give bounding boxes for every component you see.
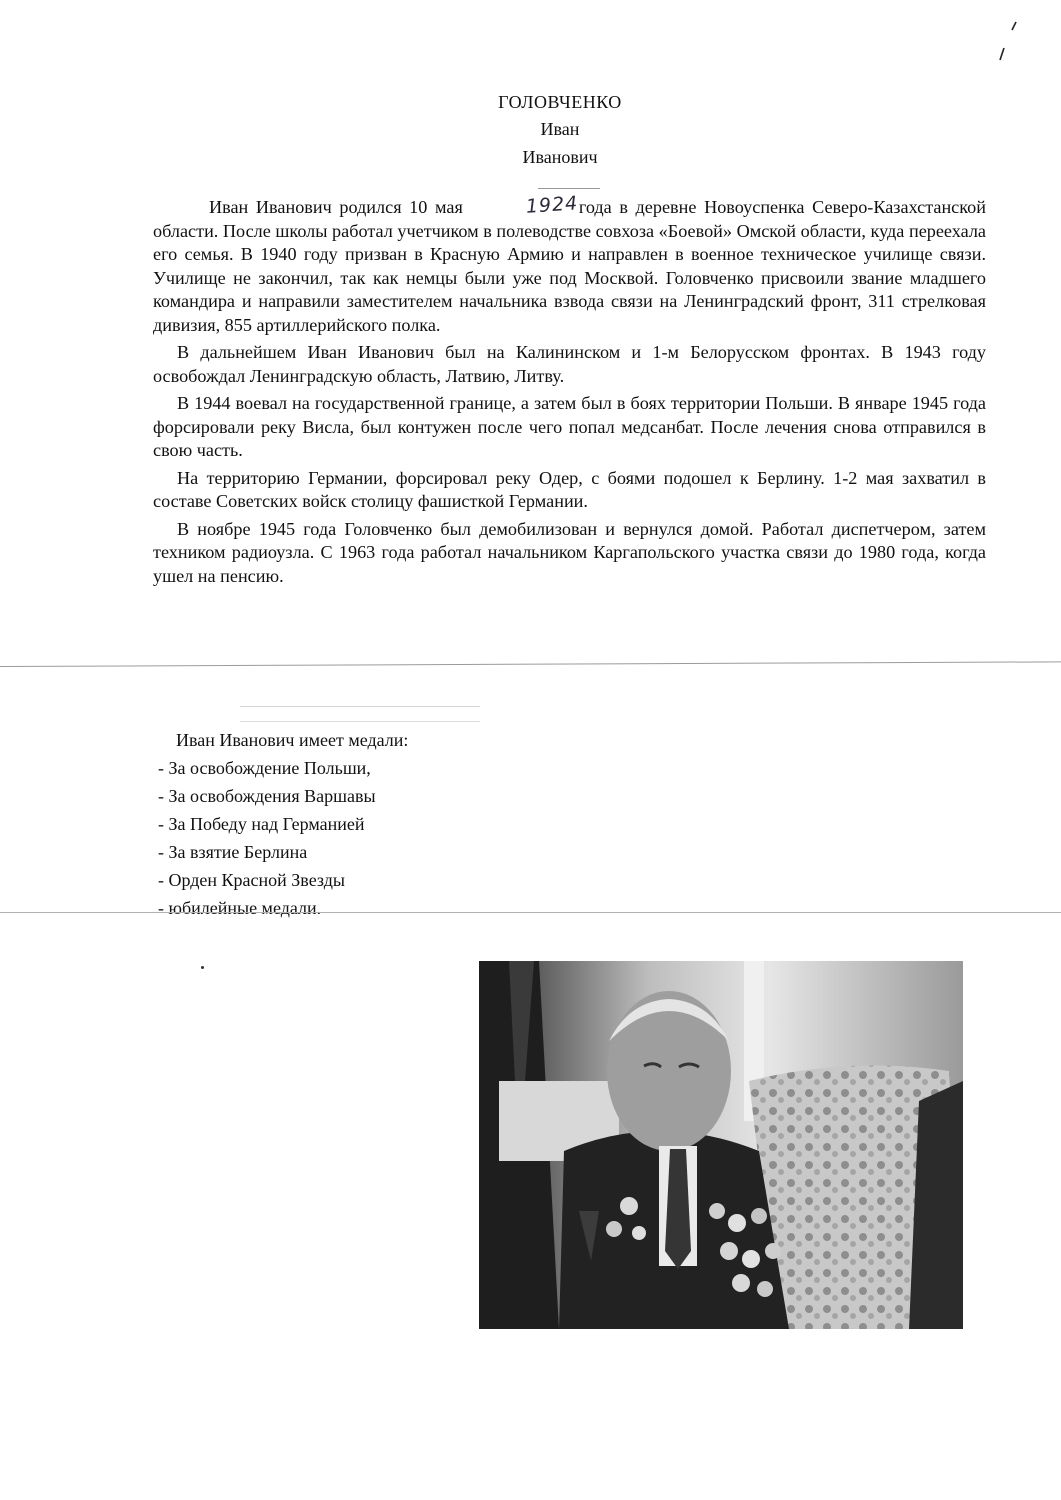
corner-pen-mark (992, 18, 1022, 68)
medals-section (158, 726, 408, 922)
medal-item: - За Победу над Германией (158, 814, 365, 834)
biography-paragraph-1: Иван Иванович родился 10 мая 1924года в деревне Новоуспенка Северо-Казахстанской области. После школы работал учетчиком в полеводстве совхоза «Боевой» Омской области, куда переехала его семья. В 1940 году призван в Красную Армию и направлен в военное техническое училище связи. Училище не закончил, так как немцы были уже под Москвой. Головченко присвоили звание младшего командира и направили заместителем начальника взвода связи на Ленинградский фронт, 311 стрелковая дивизия, 855 артиллерийского полка. (153, 192, 986, 335)
paper-fold-line (0, 912, 1061, 913)
biography-paragraph-2: В дальнейшем Иван Иванович был на Калининском и 1-м Белорусском фронтах. В 1943 году освобождал Ленинградскую область, Латвию, Литву. (153, 342, 986, 386)
heading-divider (538, 188, 600, 189)
medal-item: - За освобождение Польши, (158, 758, 371, 778)
biography-paragraph-4: На территорию Германии, форсировал реку Одер, с боями подошел к Берлину. 1-2 мая захватил в составе Советских войск столицу фашисткой Германии. (153, 467, 986, 511)
medal-item: - За освобождения Варшавы (158, 786, 376, 806)
person-surname: ГОЛОВЧЕНКО (498, 92, 622, 112)
medals-list (158, 754, 408, 922)
handwritten-birth-year: 1924 (525, 192, 580, 218)
faint-scan-mark (240, 706, 480, 722)
medal-item: - Орден Красной Звезды (158, 870, 345, 890)
medal-item: - юбилейные медали. (158, 898, 322, 918)
medal-item: - За взятие Берлина (158, 842, 308, 862)
veteran-portrait-photo (479, 961, 963, 1329)
person-first-name: Иван (540, 119, 580, 139)
ink-dot (201, 966, 204, 969)
medals-intro: Иван Иванович имеет медали: (176, 730, 409, 750)
biography-text (153, 192, 986, 588)
person-patronymic: Иванович (522, 147, 598, 167)
paper-fold-line (0, 661, 1061, 667)
biography-paragraph-5: В ноябре 1945 года Головченко был демобилизован и вернулся домой. Работал диспетчером, затем техником радиоузла. С 1963 года работал начальником Каргапольского участка связи до 1980 года, когда ушел на пенсию. (153, 518, 986, 586)
biography-paragraph-3: В 1944 воевал на государственной границе, а затем был в боях территории Польши. В январе 1945 года форсировали реку Висла, был контужен после чего попал медсанбат. После лечения снова отправился в свою часть. (153, 393, 986, 460)
